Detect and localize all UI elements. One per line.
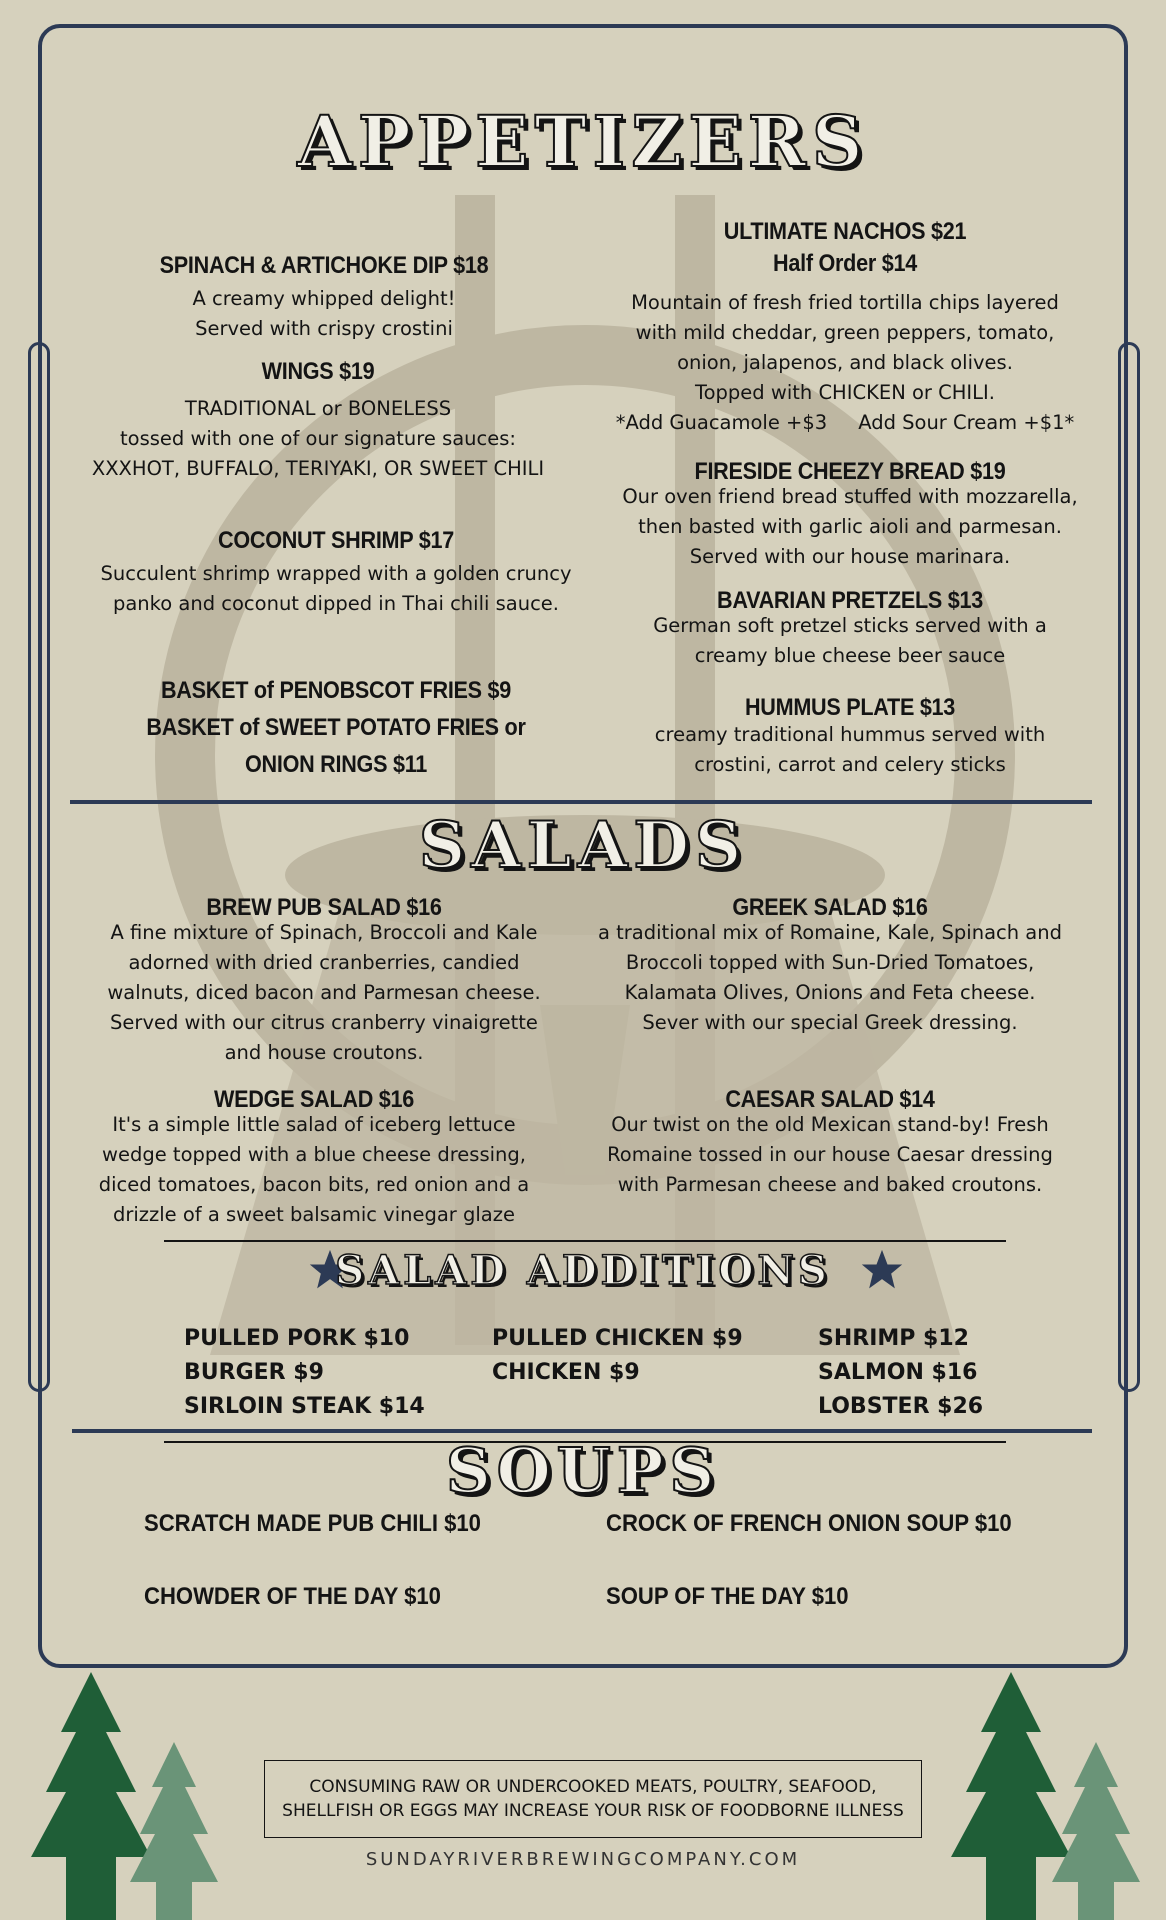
item-desc-line: Served with our citrus cranberry vinaigrette bbox=[110, 1011, 538, 1034]
appetizers-title: APPETIZERS bbox=[297, 100, 869, 183]
foodborne-illness-notice bbox=[264, 1760, 922, 1838]
item-desc-line: German soft pretzel sticks served with a bbox=[653, 614, 1047, 637]
addition-item: PULLED CHICKEN $9 bbox=[492, 1326, 743, 1351]
greek-salad-item bbox=[580, 892, 1080, 1038]
item-name-half: Half Order $14 bbox=[773, 250, 917, 277]
addition-item: PULLED PORK $10 bbox=[184, 1326, 410, 1351]
item-desc-line: Our oven friend bread stuffed with mozzarella, bbox=[622, 485, 1078, 508]
item-desc-line: *Add Guacamole +$3 Add Sour Cream +$1* bbox=[615, 411, 1075, 434]
additions-top-rule bbox=[164, 1240, 1006, 1242]
addition-item: SALMON $16 bbox=[818, 1360, 978, 1385]
addition-item: SHRIMP $12 bbox=[818, 1326, 969, 1351]
item-desc-line: with Parmesan cheese and baked croutons. bbox=[617, 1173, 1043, 1196]
item-desc-line: and house croutons. bbox=[224, 1041, 424, 1064]
item-desc-line: Sever with our special Greek dressing. bbox=[642, 1011, 1018, 1034]
additions-column-3 bbox=[818, 1322, 983, 1424]
item-desc-line: drizzle of a sweet balsamic vinegar glaze bbox=[112, 1203, 515, 1226]
pine-tree-icon bbox=[1050, 1742, 1142, 1920]
item-desc-line: XXXHOT, BUFFALO, TERIYAKI, OR SWEET CHILI bbox=[91, 457, 545, 480]
item-desc-line: crostini, carrot and celery sticks bbox=[694, 753, 1006, 776]
hummus-item bbox=[590, 692, 1110, 780]
item-name: COCONUT SHRIMP $17 bbox=[218, 527, 454, 554]
fries-line: BASKET of PENOBSCOT FRIES $9 bbox=[160, 677, 512, 704]
addition-item: BURGER $9 bbox=[184, 1360, 324, 1385]
additions-column-1 bbox=[184, 1322, 425, 1424]
soup-item: CHOWDER OF THE DAY $10 bbox=[144, 1583, 441, 1610]
salad-additions-title: SALAD ADDITIONS bbox=[335, 1247, 831, 1294]
soup-item: SCRATCH MADE PUB CHILI $10 bbox=[144, 1510, 481, 1537]
item-desc-line: walnuts, diced bacon and Parmesan cheese. bbox=[107, 981, 541, 1004]
item-desc-line: creamy traditional hummus served with bbox=[654, 723, 1046, 746]
item-desc-line: A creamy whipped delight! bbox=[192, 287, 456, 310]
addition-item: LOBSTER $26 bbox=[818, 1394, 984, 1419]
wedge-salad-item bbox=[60, 1084, 568, 1230]
fries-line: ONION RINGS $11 bbox=[244, 751, 427, 778]
item-desc-line: tossed with one of our signature sauces: bbox=[120, 427, 516, 450]
addition-item: SIRLOIN STEAK $14 bbox=[184, 1394, 425, 1419]
website-link[interactable]: SUNDAYRIVERBREWINGCOMPANY.COM bbox=[365, 1849, 801, 1870]
item-desc-line: a traditional mix of Romaine, Kale, Spinach and bbox=[598, 921, 1062, 944]
additions-column-2 bbox=[492, 1322, 743, 1390]
item-desc-line: Mountain of fresh fried tortilla chips layered bbox=[631, 291, 1059, 314]
salads-title: SALADS bbox=[418, 808, 748, 883]
pretzels-item bbox=[590, 585, 1110, 671]
item-desc-line: creamy blue cheese beer sauce bbox=[694, 644, 1006, 667]
item-name: SPINACH & ARTICHOKE DIP $18 bbox=[159, 252, 489, 279]
soups-title: SOUPS bbox=[445, 1434, 721, 1507]
item-desc-line: TRADITIONAL or BONELESS bbox=[184, 397, 452, 420]
item-name: CAESAR SALAD $14 bbox=[725, 1086, 935, 1113]
item-name: HUMMUS PLATE $13 bbox=[744, 694, 956, 721]
brew-pub-salad-item bbox=[60, 892, 588, 1068]
item-name: GREEK SALAD $16 bbox=[732, 894, 928, 921]
pine-tree-icon bbox=[128, 1742, 220, 1920]
item-desc-line: Our twist on the old Mexican stand-by! Fresh bbox=[611, 1113, 1049, 1136]
fries-line: BASKET of SWEET POTATO FRIES or bbox=[146, 714, 526, 741]
item-name: ULTIMATE NACHOS $21 bbox=[723, 218, 967, 245]
item-name: WEDGE SALAD $16 bbox=[214, 1086, 414, 1113]
notice-line: SHELLFISH OR EGGS MAY INCREASE YOUR RISK OF FOODBORNE ILLNESS bbox=[282, 1801, 904, 1821]
caesar-salad-item bbox=[580, 1084, 1080, 1200]
coconut-shrimp-item bbox=[60, 525, 612, 619]
nachos-item bbox=[590, 216, 1100, 438]
item-desc-line: adorned with dried cranberries, candied bbox=[128, 951, 520, 974]
fries-item bbox=[60, 672, 612, 783]
spinach-dip-item bbox=[60, 250, 588, 344]
item-desc-line: Broccoli topped with Sun-Dried Tomatoes, bbox=[625, 951, 1035, 974]
item-desc-line: with mild cheddar, green peppers, tomato, bbox=[635, 321, 1055, 344]
item-name: BAVARIAN PRETZELS $13 bbox=[717, 587, 983, 614]
item-desc-line: then basted with garlic aioli and parmesan. bbox=[638, 515, 1062, 538]
item-desc-line: Succulent shrimp wrapped with a golden cruncy bbox=[100, 562, 572, 585]
item-desc-line: diced tomatoes, bacon bits, red onion and a bbox=[98, 1173, 530, 1196]
item-desc-line: Kalamata Olives, Onions and Feta cheese. bbox=[624, 981, 1036, 1004]
addition-item: CHICKEN $9 bbox=[492, 1360, 640, 1385]
item-desc-line: wedge topped with a blue cheese dressing, bbox=[102, 1143, 526, 1166]
item-name: WINGS $19 bbox=[261, 358, 375, 385]
item-desc-line: It's a simple little salad of iceberg lettuce bbox=[112, 1113, 516, 1136]
item-desc-line: Topped with CHICKEN or CHILI. bbox=[695, 381, 995, 404]
item-name: BREW PUB SALAD $16 bbox=[206, 894, 442, 921]
soup-item: CROCK OF FRENCH ONION SOUP $10 bbox=[606, 1510, 1012, 1537]
item-desc-line: panko and coconut dipped in Thai chili sauce. bbox=[112, 592, 559, 615]
item-desc-line: A fine mixture of Spinach, Broccoli and Kale bbox=[110, 921, 538, 944]
item-name: FIRESIDE CHEEZY BREAD $19 bbox=[694, 458, 1006, 485]
wings-item bbox=[60, 356, 576, 484]
item-desc-line: onion, jalapenos, and black olives. bbox=[677, 351, 1013, 374]
section-divider bbox=[70, 800, 1092, 804]
item-desc-line: Served with our house marinara. bbox=[689, 545, 1011, 568]
soup-item: SOUP OF THE DAY $10 bbox=[606, 1583, 849, 1610]
item-desc-line: Romaine tossed in our house Caesar dressing bbox=[607, 1143, 1053, 1166]
cheezy-bread-item bbox=[590, 456, 1110, 572]
notice-line: CONSUMING RAW OR UNDERCOOKED MEATS, POULTRY, SEAFOOD, bbox=[309, 1777, 877, 1797]
section-divider bbox=[72, 1429, 1092, 1433]
item-desc-line: Served with crispy crostini bbox=[195, 317, 453, 340]
